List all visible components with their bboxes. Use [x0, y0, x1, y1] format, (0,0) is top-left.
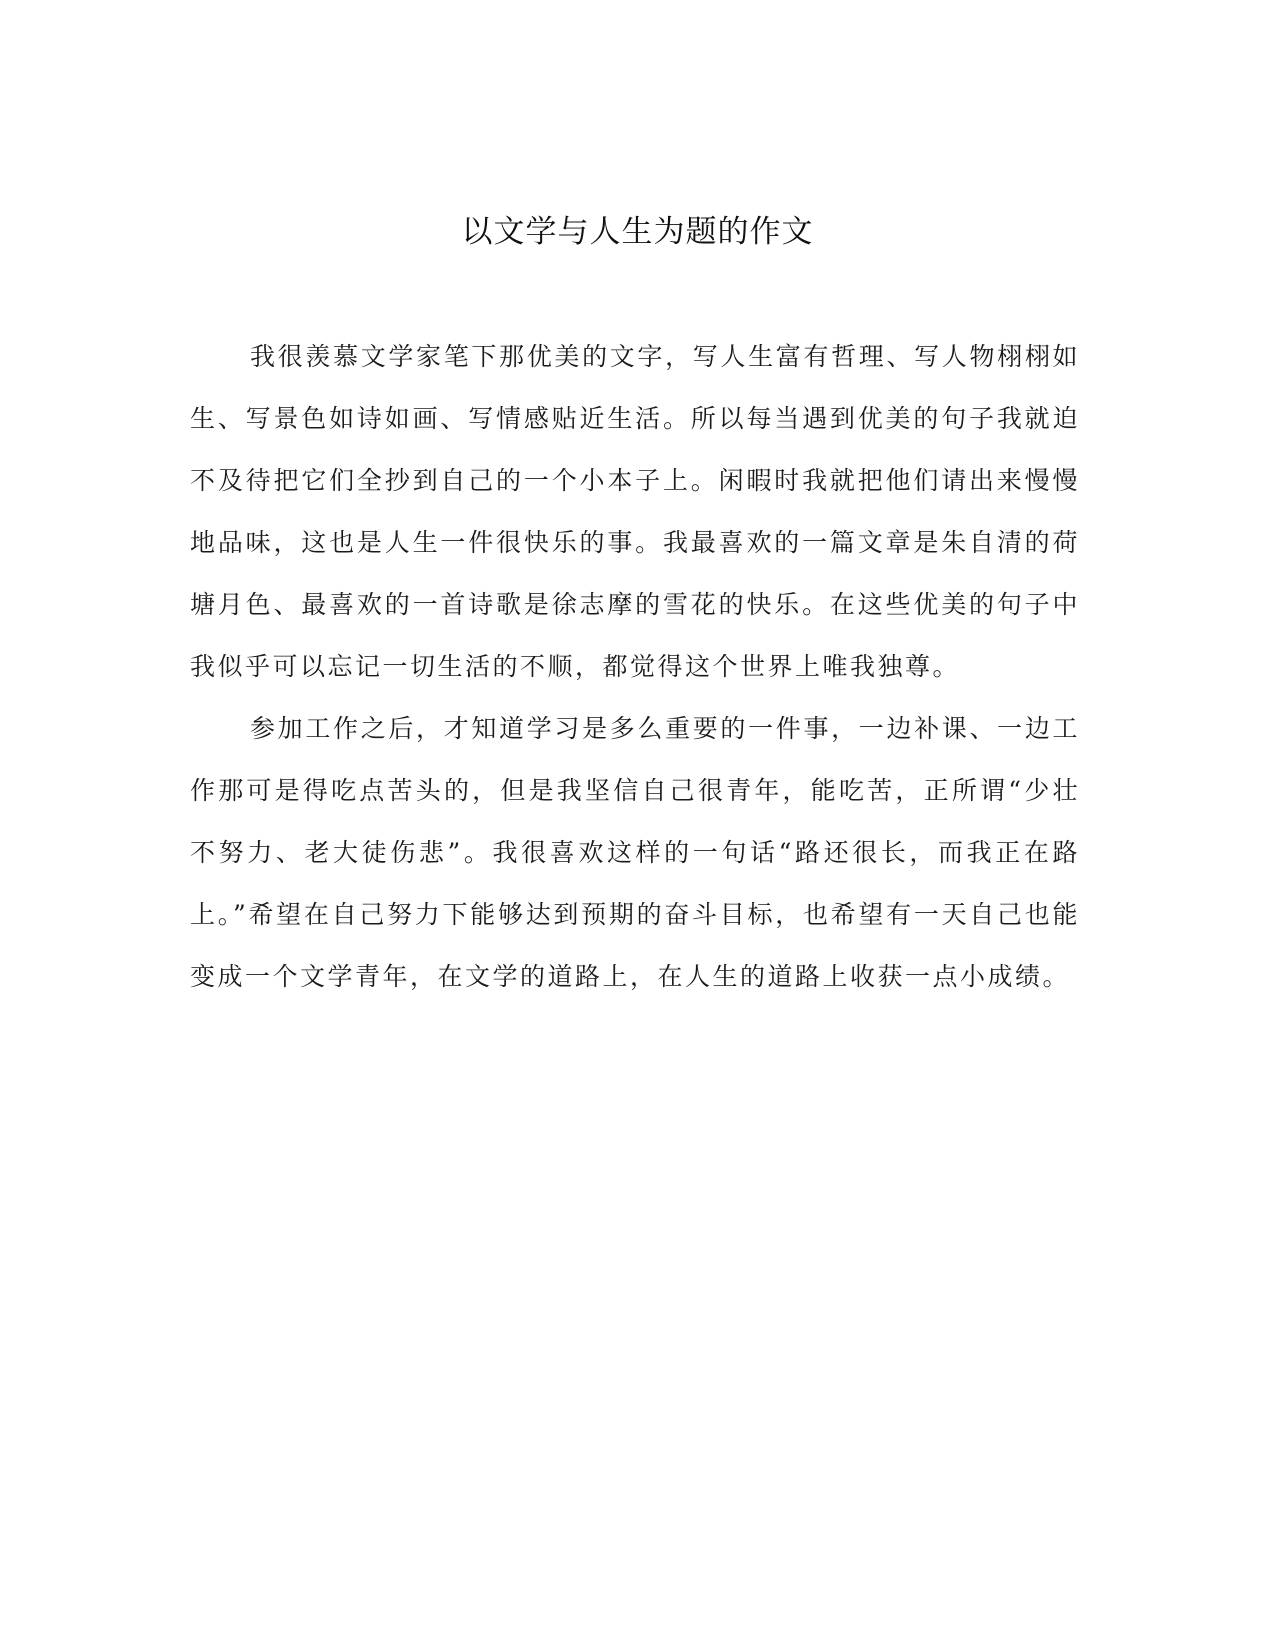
- document-title: 以文学与人生为题的作文: [461, 214, 814, 250]
- document-body: [190, 326, 1080, 1008]
- paragraph-2: 参加工作之后，才知道学习是多么重要的一件事，一边补课、一边工作那可是得吃点苦头的，但是我坚信自己很青年，能吃苦，正所谓“少壮不努力、老大徒伤悲”。我很喜欢这样的一句话“路还很长，而我正在路上。”希望在自己努力下能够达到预期的奋斗目标，也希望有一天自己也能变成一个文学青年，在文学的道路上，在人生的道路上收获一点小成绩。: [190, 714, 1080, 991]
- paragraph-1: 我很羡慕文学家笔下那优美的文字，写人生富有哲理、写人物栩栩如生、写景色如诗如画、写情感贴近生活。所以每当遇到优美的句子我就迫不及待把它们全抄到自己的一个小本子上。闲暇时我就把他们请出来慢慢地品味，这也是人生一件很快乐的事。我最喜欢的一篇文章是朱自清的荷塘月色、最喜欢的一首诗歌是徐志摩的雪花的快乐。在这些优美的句子中我似乎可以忘记一切生活的不顺，都觉得这个世界上唯我独尊。: [190, 342, 1080, 681]
